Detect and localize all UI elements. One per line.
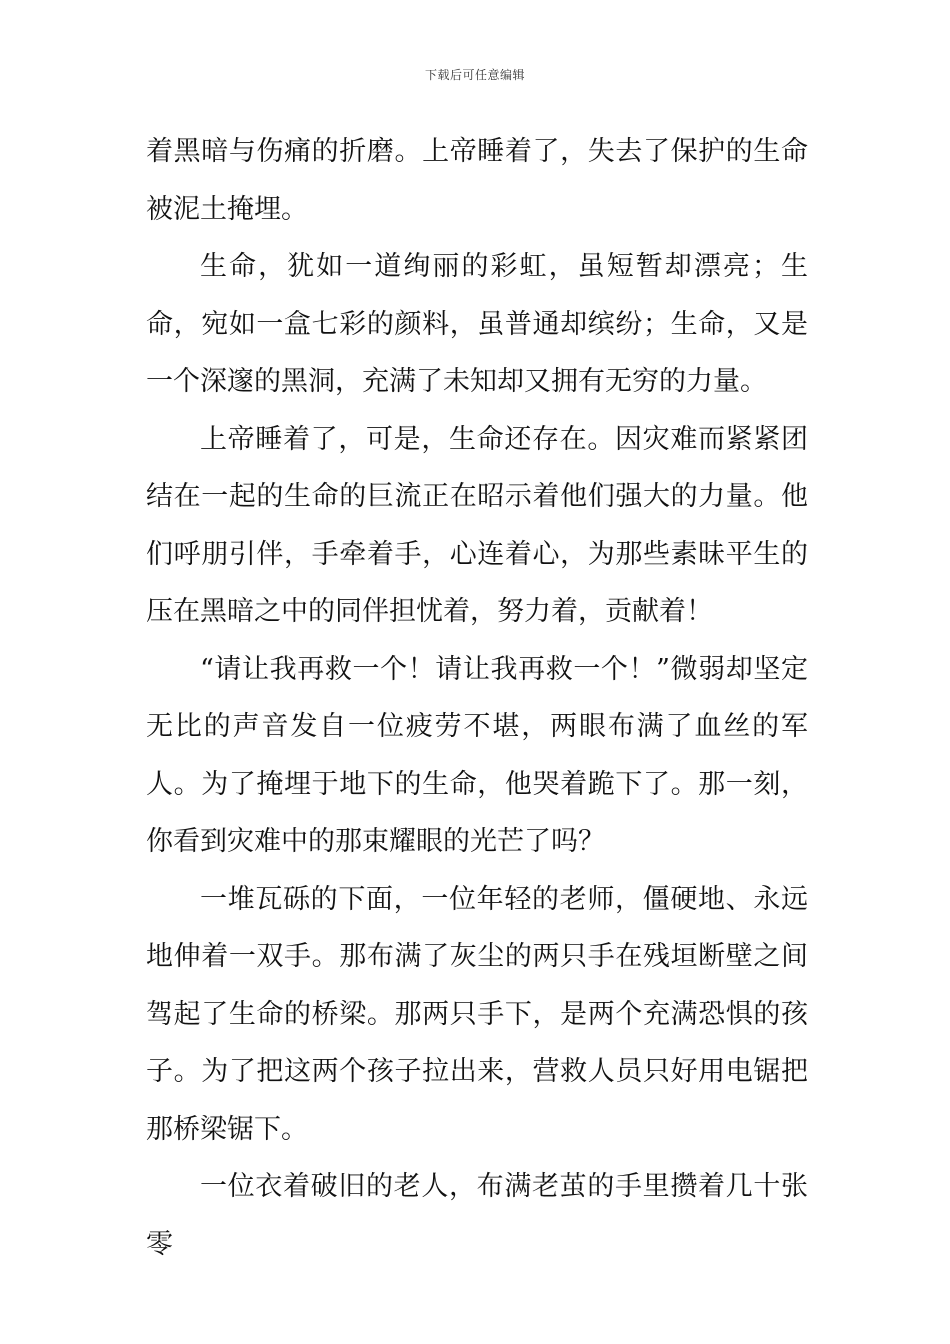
paragraph-rainbow: 生命，犹如一道绚丽的彩虹，虽短暂却漂亮；生命，宛如一盒七彩的颜料，虽普通却缤纷；生命，又是一个深邃的黑洞，充满了未知却又拥有无穷的力量。 — [146, 251, 808, 397]
paragraph-unity: 上帝睡着了，可是，生命还存在。因灾难而紧紧团结在一起的生命的巨流正在昭示着他们强大的力量。他们呼朋引伴，手牵着手，心连着心，为那些素昧平生的压在黑暗之中的同伴担忧着，努力着，贡献着！ — [146, 423, 808, 627]
paragraph-soldier: “请让我再救一个！请让我再救一个！”微弱却坚定无比的声音发自一位疲劳不堪，两眼布满了血丝的军人。为了掩埋于地下的生命，他哭着跪下了。那一刻，你看到灾难中的那束耀眼的光芒了吗？ — [146, 653, 808, 857]
paragraph-continued: 着黑暗与伤痛的折磨。上帝睡着了，失去了保护的生命被泥土掩埋。 — [146, 136, 808, 225]
page-header: 下载后可任意编辑 — [424, 68, 525, 82]
paragraph-teacher: 一堆瓦砾的下面，一位年轻的老师，僵硬地、永远地伸着一双手。那布满了灰尘的两只手在残垣断壁之间驾起了生命的桥梁。那两只手下，是两个充满恐惧的孩子。为了把这两个孩子拉出来，营救人员只好用电锯把那桥梁锯下。 — [146, 883, 808, 1145]
paragraph-old-man: 一位衣着破旧的老人，布满老茧的手里攒着几十张零 — [146, 1171, 808, 1260]
document-body — [146, 123, 808, 1273]
